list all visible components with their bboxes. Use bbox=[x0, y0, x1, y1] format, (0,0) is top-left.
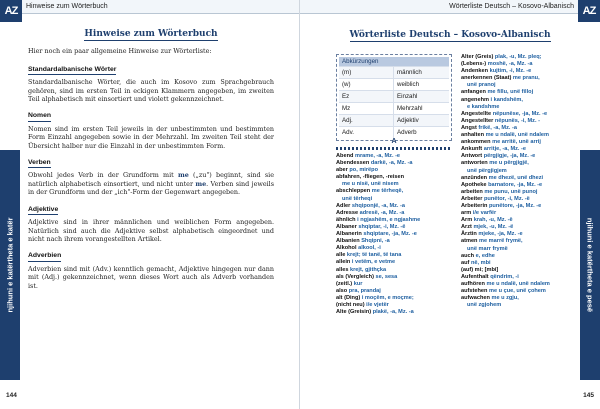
dictionary-entry bbox=[336, 245, 456, 252]
entry-albanian: me u përgjigjë, bbox=[489, 160, 529, 167]
entry-albanian: e kandshme bbox=[467, 103, 500, 110]
right-page bbox=[300, 0, 600, 409]
az-logo: AZ bbox=[0, 0, 22, 22]
dictionary-entry bbox=[336, 217, 456, 224]
abbreviation-key: Ez bbox=[339, 91, 394, 102]
dictionary-entry bbox=[336, 274, 456, 281]
entry-albanian: përgjigje, -ja, Mz. -e bbox=[483, 153, 536, 160]
dictionary-entry bbox=[461, 160, 579, 167]
entry-german: Adresse bbox=[336, 209, 359, 216]
verb-text-part: . Verben sind jeweils in der Grundform und der „ich"-Form der Gegenwart angegeben. bbox=[28, 179, 274, 197]
dictionary-entry bbox=[336, 167, 456, 174]
entry-german: Arm bbox=[461, 217, 473, 224]
section-adjectives bbox=[28, 205, 274, 244]
abbreviation-key: Adj. bbox=[339, 115, 394, 126]
dictionary-entry bbox=[461, 274, 579, 281]
entry-german: allein bbox=[336, 259, 351, 266]
dictionary-entry bbox=[461, 210, 579, 217]
dictionary-entry bbox=[461, 89, 579, 96]
abbreviation-key: (m) bbox=[339, 67, 394, 78]
dictionary-entry bbox=[461, 132, 579, 139]
page-title-text: Wörterliste Deutsch – Kosovo-Albanisch bbox=[349, 30, 551, 40]
section-text: Standardalbanische Wörter, die auch im Kosovo zum Sprachgebrauch gehören, sind im ersten Teil in eckigen Klammern angegeben, im zweiten Teil alphabetisch mit einsortiert und violett gekennzeichnet. bbox=[28, 78, 274, 104]
page-title bbox=[28, 30, 274, 38]
entry-german: Arbeiterin bbox=[461, 202, 488, 209]
entry-albanian: punëtore, -ja, Mz. -e bbox=[488, 202, 542, 209]
entry-german: arbeiten bbox=[461, 188, 483, 195]
dictionary-entry bbox=[461, 288, 579, 295]
dictionary-entry bbox=[336, 203, 456, 210]
section-adverbs bbox=[28, 251, 274, 290]
dictionary-entry bbox=[461, 260, 579, 267]
dictionary-entry bbox=[461, 231, 579, 238]
entry-albanian: kur bbox=[353, 280, 363, 287]
dictionary-entry bbox=[336, 188, 456, 195]
dictionary-entry bbox=[461, 267, 579, 274]
entry-german: Alter (Greis) bbox=[461, 54, 494, 60]
intro-text: Hier noch ein paar allgemeine Hinweise zur Wörterliste: bbox=[28, 47, 212, 56]
section-text: Adjektive sind in ihrer männlichen und weiblichen Form angegeben. Natürlich sind auch die Adjektive selbst alphabetisch eingeordnet und nicht nach ihrem vorangestellten Artikel. bbox=[28, 218, 274, 243]
dictionary-entry bbox=[461, 217, 579, 224]
dictionary-entry bbox=[336, 281, 456, 288]
entry-german: Arzt bbox=[461, 224, 472, 231]
section-verbs bbox=[28, 158, 274, 197]
entry-albanian: me fillu, unë filloj bbox=[487, 89, 534, 96]
entry-albanian: krah, -u, Mz. -ë bbox=[473, 217, 513, 224]
entry-german: ankommen bbox=[461, 139, 491, 146]
section-heading: Standardalbanische Wörter bbox=[28, 66, 116, 75]
entry-albanian: po, mirëpo bbox=[349, 167, 378, 174]
dictionary-entry bbox=[461, 54, 579, 61]
dictionary-entry bbox=[461, 175, 579, 182]
entry-albanian: mjeke, -ja, Mz. -e bbox=[478, 231, 523, 238]
abbreviation-row bbox=[339, 126, 449, 138]
side-tab-text: njihuni e katërtheta e katër bbox=[5, 217, 15, 313]
dictionary-entry bbox=[461, 203, 579, 210]
dictionary-entry bbox=[461, 139, 579, 146]
abbreviation-value: Adjektiv bbox=[397, 117, 419, 124]
page-title-text: Hinweise zum Wörterbuch bbox=[84, 29, 218, 39]
entry-german: aber bbox=[336, 167, 348, 174]
entry-albanian: unë përgjigjem bbox=[467, 167, 507, 174]
section-text: Adverbien sind mit (Adv.) kenntlich gemacht, Adjektive hingegen nur dann mit (Adj.) gekennzeichnet, wenn dieses Wort auch als Adverb vorhanden ist. bbox=[28, 264, 274, 290]
entry-albanian: mjek, -u, Mz. -ë bbox=[473, 224, 514, 231]
dictionary-entry bbox=[461, 246, 579, 253]
entry-albanian: me arritë, unë arrij bbox=[492, 139, 541, 146]
entry-albanian: plakë, -a, Mz. -a bbox=[372, 309, 414, 316]
abbreviation-value: Adverb bbox=[397, 129, 417, 136]
entry-albanian: me tërheqë, bbox=[371, 188, 404, 195]
abbreviation-value: männlich bbox=[397, 69, 422, 76]
dictionary-entry bbox=[461, 61, 579, 68]
entry-albanian: unë pranoj bbox=[467, 82, 496, 89]
dictionary-entry bbox=[336, 153, 456, 160]
entry-german: abschleppen bbox=[336, 188, 371, 195]
dictionary-entry bbox=[461, 125, 579, 132]
entry-german: Arbeiter bbox=[461, 195, 483, 202]
dictionary-column-2 bbox=[461, 54, 579, 309]
entry-albanian: arritje, -a, Mz. -e bbox=[483, 146, 526, 153]
entry-albanian: shqiptar, -i, Mz. -ë bbox=[358, 223, 406, 230]
entry-albanian: me u ndalë, unë ndalem bbox=[485, 132, 549, 139]
dictionary-entry bbox=[461, 238, 579, 245]
left-running-header: Hinweise zum Wörterbuch bbox=[0, 0, 299, 14]
entry-german: angenehm bbox=[461, 96, 489, 103]
entry-german: Aufenthalt bbox=[461, 273, 489, 280]
dictionary-entry bbox=[461, 68, 579, 75]
page-number: 144 bbox=[6, 392, 17, 399]
dictionary-entry bbox=[461, 196, 579, 203]
entry-albanian: darkë, -a, Mz. -a bbox=[370, 160, 413, 167]
entry-albanian: në, mbi bbox=[470, 259, 491, 266]
side-tab bbox=[580, 150, 600, 380]
side-tab-text: njihuni e katërtheta e pesë bbox=[585, 217, 595, 313]
entry-albanian: pra, prandaj bbox=[348, 287, 381, 294]
entry-german: Antwort bbox=[461, 153, 483, 160]
dictionary-entry bbox=[336, 259, 456, 266]
entry-german: aufhören bbox=[461, 281, 485, 287]
abbreviation-row bbox=[339, 66, 449, 78]
right-running-header: Wörterliste Deutsch – Kosovo-Albanisch bbox=[300, 0, 600, 14]
entry-albanian: mrame, -a, Mz. -e bbox=[354, 153, 401, 159]
entry-german: Alte (Greisin) bbox=[336, 309, 372, 316]
entry-albanian: me u zgju, bbox=[491, 295, 519, 302]
verb-me-highlight: me bbox=[195, 179, 207, 188]
entry-albanian: kujtim, -i, Mz. -e bbox=[489, 68, 532, 75]
entry-albanian: me punu, unë punoj bbox=[484, 188, 538, 195]
abbreviation-value: Mehrzahl bbox=[397, 105, 423, 112]
entry-german: anerkennen (Staat) bbox=[461, 75, 512, 82]
abbreviation-value: Einzahl bbox=[397, 93, 418, 100]
entry-german: (Lebens-) bbox=[461, 61, 487, 68]
entry-albanian: me u çue, unë çohem bbox=[488, 288, 546, 295]
entry-albanian: frikë, -a, Mz. -a bbox=[478, 124, 517, 131]
entry-albanian: me dhezë, unë dhezi bbox=[488, 174, 544, 181]
entry-albanian: me u nisë, unë nisem bbox=[342, 181, 399, 188]
entry-german: also bbox=[336, 287, 348, 294]
entry-albanian: krejt, gjithçka bbox=[350, 266, 387, 273]
entry-albanian: adresë, -a, Mz. -a bbox=[359, 209, 405, 216]
page-title bbox=[330, 30, 570, 40]
entry-albanian: shqiptare, -ja, Mz. -e bbox=[363, 231, 417, 238]
entry-albanian: e, edhe bbox=[475, 252, 495, 259]
entry-albanian: i moçëm, e moçme; bbox=[361, 294, 414, 301]
dictionary-entry bbox=[336, 160, 456, 167]
entry-albanian: me pranu, bbox=[512, 75, 540, 82]
entry-albanian: me u ndalë, unë ndalem bbox=[486, 281, 550, 287]
entry-german: Alkohol bbox=[336, 245, 357, 252]
entry-albanian: i/e vjetër bbox=[366, 301, 389, 308]
entry-german: Ankunft bbox=[461, 146, 483, 153]
entry-albanian: nëpunëse, -ja, Mz. -e bbox=[492, 110, 548, 117]
abbreviation-row bbox=[339, 78, 449, 90]
entry-albanian: unë tërheqi bbox=[342, 195, 373, 202]
abbreviation-key: (w) bbox=[339, 79, 394, 90]
abbreviation-row bbox=[339, 114, 449, 126]
dictionary-entry bbox=[461, 82, 579, 89]
abbreviation-value: weiblich bbox=[397, 81, 420, 88]
entry-albanian: unë zgjohem bbox=[467, 302, 502, 309]
page-number: 145 bbox=[583, 392, 594, 399]
dictionary-entry bbox=[461, 281, 579, 288]
dictionary-column-1 bbox=[336, 153, 456, 316]
entry-albanian: i/e varfër bbox=[472, 210, 497, 217]
dictionary-entry bbox=[336, 295, 456, 302]
verb-text-part: Obwohl jedes Verb in der Grundform mit bbox=[28, 171, 178, 180]
entry-german: anhalten bbox=[461, 132, 485, 139]
entry-albanian: i vetëm, e vetme bbox=[351, 259, 396, 266]
entry-albanian: nëpunës, -i, Mz. - bbox=[494, 117, 540, 124]
entry-german: Ärztin bbox=[461, 231, 477, 238]
entry-german: Albanerin bbox=[336, 231, 362, 238]
entry-german: (auf) mi; [mbi] bbox=[461, 266, 499, 273]
dictionary-entry bbox=[336, 210, 456, 217]
entry-albanian: se, sesa bbox=[375, 273, 398, 280]
dictionary-entry bbox=[336, 302, 456, 309]
entry-german: arm bbox=[461, 210, 472, 217]
dictionary-entry bbox=[461, 302, 579, 309]
section-heading: Verben bbox=[28, 159, 51, 168]
dictionary-entry bbox=[336, 288, 456, 295]
entry-german: alt (Ding) bbox=[336, 294, 361, 301]
entry-german: Angestellte bbox=[461, 110, 492, 117]
entry-albanian: plak, -u, Mz. pleq; bbox=[494, 54, 542, 60]
dictionary-entry bbox=[336, 181, 456, 188]
entry-german: aufwachen bbox=[461, 295, 490, 302]
dictionary-entry bbox=[336, 224, 456, 231]
entry-albanian: Shqipni, -a bbox=[361, 238, 390, 245]
abbreviation-key: Adv. bbox=[339, 127, 394, 138]
entry-german: auf bbox=[461, 259, 470, 266]
entry-albanian: punëtor, -i, Mz. -ë bbox=[484, 195, 530, 202]
entry-albanian: alkool, -i bbox=[358, 245, 381, 252]
dictionary-entry bbox=[336, 267, 456, 274]
dictionary-entry bbox=[336, 196, 456, 203]
entry-albanian: unë marr frymë bbox=[467, 245, 508, 252]
dictionary-entry bbox=[461, 182, 579, 189]
dictionary-entry bbox=[461, 111, 579, 118]
entry-albanian: shqiponjë, -a, Mz. -a bbox=[351, 202, 406, 209]
dictionary-entry bbox=[461, 75, 579, 82]
entry-german: (nicht neu) bbox=[336, 301, 365, 308]
section-heading: Adjektive bbox=[28, 206, 58, 215]
dictionary-entry bbox=[461, 146, 579, 153]
dictionary-entry bbox=[461, 118, 579, 125]
section-nouns bbox=[28, 111, 274, 150]
entry-albanian: moshë, -a, Mz. -a bbox=[487, 61, 533, 68]
dictionary-entry bbox=[461, 295, 579, 302]
entry-albanian: i kandshëm, bbox=[490, 96, 523, 103]
dictionary-entry bbox=[461, 189, 579, 196]
entry-german: Albaner bbox=[336, 223, 357, 230]
section-heading: Adverbien bbox=[28, 252, 61, 261]
dictionary-entry bbox=[336, 252, 456, 259]
dictionary-entry bbox=[336, 309, 456, 316]
entry-german: antworten bbox=[461, 160, 488, 167]
section-text bbox=[28, 171, 274, 196]
abbreviation-row bbox=[339, 102, 449, 114]
abbreviation-key: Mz bbox=[339, 103, 394, 114]
entry-german: aufstehen bbox=[461, 288, 488, 295]
entry-german: als (Vergleich) bbox=[336, 273, 374, 280]
section-letter: A bbox=[391, 138, 397, 145]
left-content bbox=[28, 30, 274, 298]
abbreviation-row bbox=[339, 90, 449, 102]
entry-german: Angst bbox=[461, 124, 477, 131]
entry-albanian: i ngjashëm, e ngjashme bbox=[357, 216, 421, 223]
abbreviations-table bbox=[336, 54, 452, 141]
entry-german: atmen bbox=[461, 238, 478, 245]
section-standard-albanian bbox=[28, 65, 274, 104]
entry-german: Abendessen bbox=[336, 160, 370, 167]
side-tab bbox=[0, 150, 20, 380]
verb-text-part: („zu") beginnt, sind sie natürlich alphabetisch einsortiert, und nicht unter bbox=[28, 171, 274, 188]
abbreviations-heading: Abkürzungen bbox=[339, 57, 449, 66]
entry-german: Angestellter bbox=[461, 117, 494, 124]
entry-german: Albanien bbox=[336, 238, 360, 245]
entry-german: auch bbox=[461, 252, 475, 259]
dictionary-entry bbox=[336, 174, 456, 181]
dictionary-entry bbox=[461, 97, 579, 104]
abbreviations-rows bbox=[339, 66, 449, 138]
dictionary-entry bbox=[461, 168, 579, 175]
entry-german: Andenken bbox=[461, 68, 489, 75]
section-heading: Nomen bbox=[28, 112, 51, 121]
entry-german: Abend bbox=[336, 153, 354, 159]
entry-albanian: me marrë frymë, bbox=[479, 238, 523, 245]
entry-german: alles bbox=[336, 266, 349, 273]
dictionary-entry bbox=[461, 104, 579, 111]
entry-german: alle bbox=[336, 252, 346, 259]
entry-german: Apotheke bbox=[461, 181, 487, 188]
dictionary-entry bbox=[336, 231, 456, 238]
entry-german: anfangen bbox=[461, 89, 486, 96]
az-logo: AZ bbox=[578, 0, 600, 22]
entry-german: abfahren, -fliegen, -reisen bbox=[336, 174, 405, 181]
section-text: Nomen sind im ersten Teil jeweils in der unbestimmten und bestimmten Form Einzahl angegeben sowie in der Mehrzahl. Im zweiten Teil steht der Übersicht halber nur die Einzahl in der unbestimmten Form. bbox=[28, 124, 274, 150]
dictionary-entry bbox=[461, 153, 579, 160]
entry-german: anzünden bbox=[461, 174, 488, 181]
section-letter-rule bbox=[336, 147, 452, 150]
entry-albanian: qëndrim, -i bbox=[490, 273, 519, 280]
verb-me-highlight: me bbox=[177, 171, 189, 180]
dictionary-entry bbox=[336, 238, 456, 245]
entry-albanian: barnatore, -ja, Mz. -e bbox=[488, 181, 543, 188]
entry-german: ähnlich bbox=[336, 216, 356, 223]
entry-albanian: krejt; të tanë, të tana bbox=[346, 252, 402, 259]
entry-german: (zeitl.) bbox=[336, 280, 353, 287]
entry-german: Adler bbox=[336, 202, 351, 209]
dictionary-entry bbox=[461, 253, 579, 260]
